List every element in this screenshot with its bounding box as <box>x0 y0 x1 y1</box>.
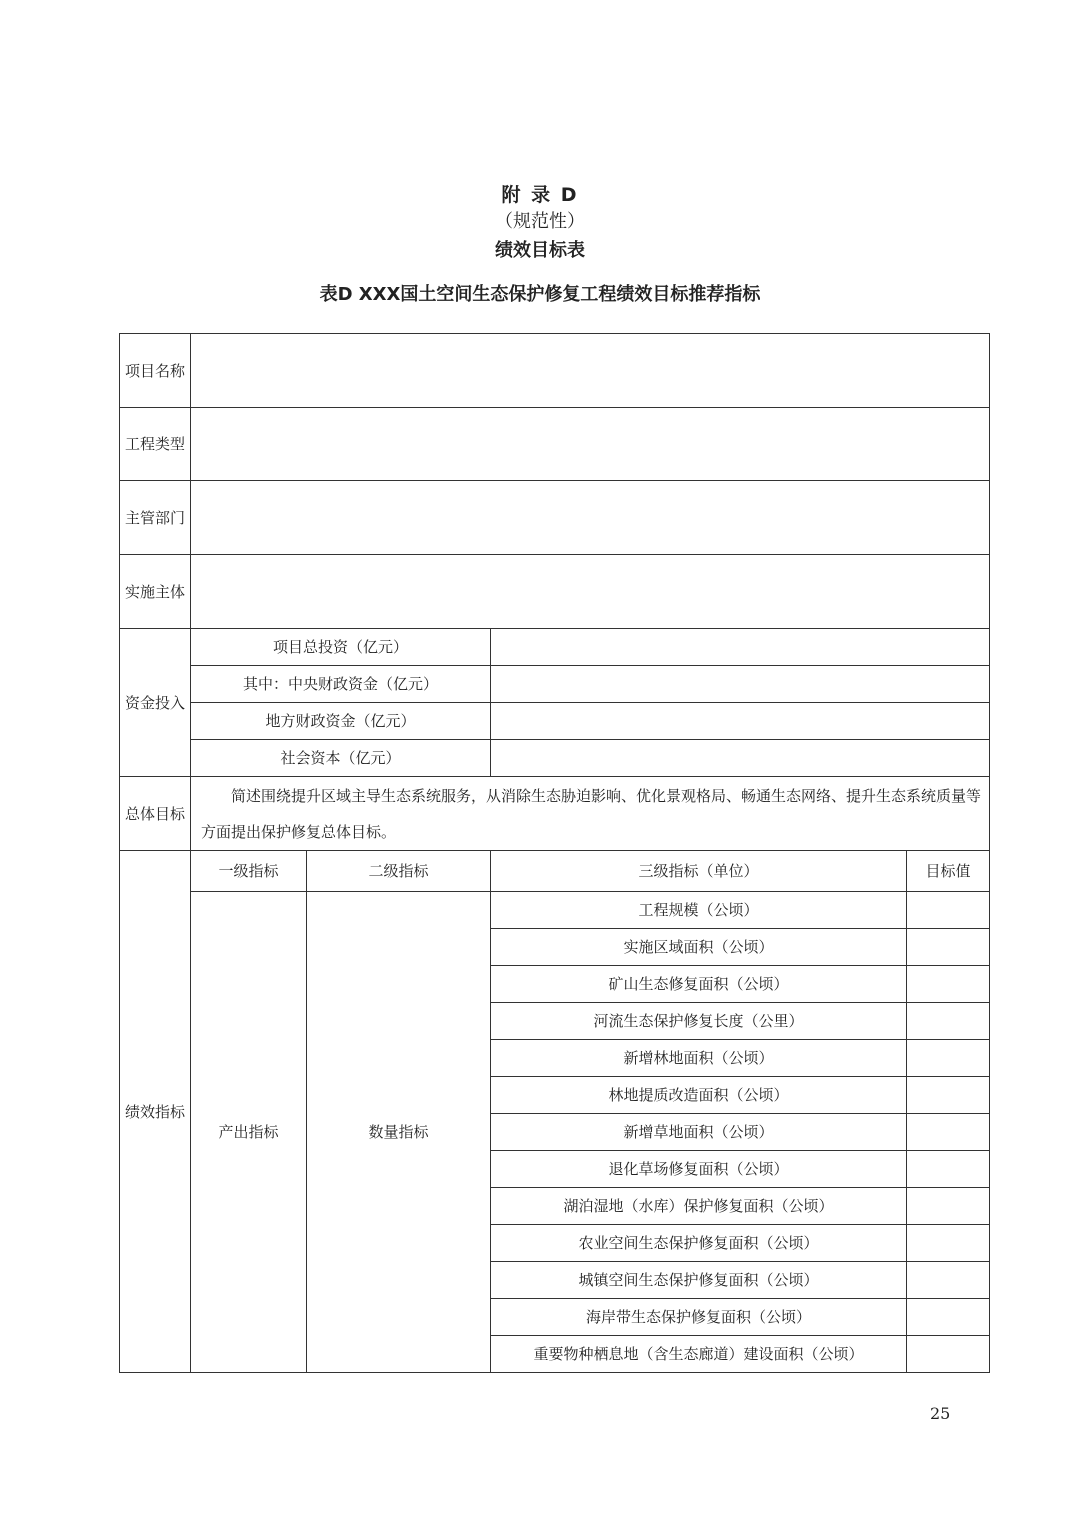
target-value-cell[interactable] <box>907 1077 990 1114</box>
level3-item: 新增草地面积（公顷） <box>491 1114 907 1151</box>
target-value-cell[interactable] <box>907 1262 990 1299</box>
header-target: 目标值 <box>907 851 990 892</box>
funding-value[interactable] <box>491 666 990 703</box>
appendix-nature: （规范性） <box>495 211 585 232</box>
implementer-label: 实施主体 <box>120 555 191 629</box>
level3-item: 湖泊湿地（水库）保护修复面积（公顷） <box>491 1188 907 1225</box>
funding-value[interactable] <box>491 740 990 777</box>
level3-item: 工程规模（公顷） <box>491 892 907 929</box>
funding-item: 社会资本（亿元） <box>191 740 491 777</box>
department-label: 主管部门 <box>120 481 191 555</box>
level3-item: 农业空间生态保护修复面积（公顷） <box>491 1225 907 1262</box>
target-value-cell[interactable] <box>907 1336 990 1373</box>
project-type-label: 工程类型 <box>120 408 191 481</box>
implementer-value[interactable] <box>191 555 990 629</box>
target-value-cell[interactable] <box>907 1225 990 1262</box>
header-level3: 三级指标（单位） <box>491 851 907 892</box>
project-name-label: 项目名称 <box>120 334 191 408</box>
level3-item: 城镇空间生态保护修复面积（公顷） <box>491 1262 907 1299</box>
level3-item: 河流生态保护修复长度（公里） <box>491 1003 907 1040</box>
project-name-value[interactable] <box>191 334 990 408</box>
funding-item: 地方财政资金（亿元） <box>191 703 491 740</box>
funding-label: 资金投入 <box>120 629 191 777</box>
level3-item: 重要物种栖息地（含生态廊道）建设面积（公顷） <box>491 1336 907 1373</box>
level3-item: 实施区域面积（公顷） <box>491 929 907 966</box>
table-caption: 表D XXX国土空间生态保护修复工程绩效目标推荐指标 <box>319 284 761 305</box>
target-value-cell[interactable] <box>907 1040 990 1077</box>
target-value-cell[interactable] <box>907 929 990 966</box>
appendix-label: 附 录 D <box>501 184 579 206</box>
funding-value[interactable] <box>491 703 990 740</box>
level1-value: 产出指标 <box>191 892 307 1373</box>
target-value-cell[interactable] <box>907 1151 990 1188</box>
funding-item: 项目总投资（亿元） <box>191 629 491 666</box>
level2-value: 数量指标 <box>307 892 491 1373</box>
level3-item: 退化草场修复面积（公顷） <box>491 1151 907 1188</box>
level3-item: 林地提质改造面积（公顷） <box>491 1077 907 1114</box>
funding-item: 其中：中央财政资金（亿元） <box>191 666 491 703</box>
target-value-cell[interactable] <box>907 966 990 1003</box>
level3-item: 矿山生态修复面积（公顷） <box>491 966 907 1003</box>
page-number: 25 <box>930 1404 951 1423</box>
overall-goal-text: 简述围绕提升区域主导生态系统服务，从消除生态胁迫影响、优化景观格局、畅通生态网络、提升生态系统质量等方面提出保护修复总体目标。 <box>191 777 990 851</box>
department-value[interactable] <box>191 481 990 555</box>
header-level2: 二级指标 <box>307 851 491 892</box>
target-value-cell[interactable] <box>907 1003 990 1040</box>
appendix-title: 绩效目标表 <box>495 240 585 261</box>
overall-goal-label: 总体目标 <box>120 777 191 851</box>
performance-label: 绩效指标 <box>120 851 191 1373</box>
target-value-cell[interactable] <box>907 1299 990 1336</box>
target-value-cell[interactable] <box>907 1188 990 1225</box>
project-type-value[interactable] <box>191 408 990 481</box>
funding-value[interactable] <box>491 629 990 666</box>
level3-item: 新增林地面积（公顷） <box>491 1040 907 1077</box>
level3-item: 海岸带生态保护修复面积（公顷） <box>491 1299 907 1336</box>
target-value-cell[interactable] <box>907 1114 990 1151</box>
target-value-cell[interactable] <box>907 892 990 929</box>
performance-target-table <box>119 333 990 1373</box>
header-level1: 一级指标 <box>191 851 307 892</box>
